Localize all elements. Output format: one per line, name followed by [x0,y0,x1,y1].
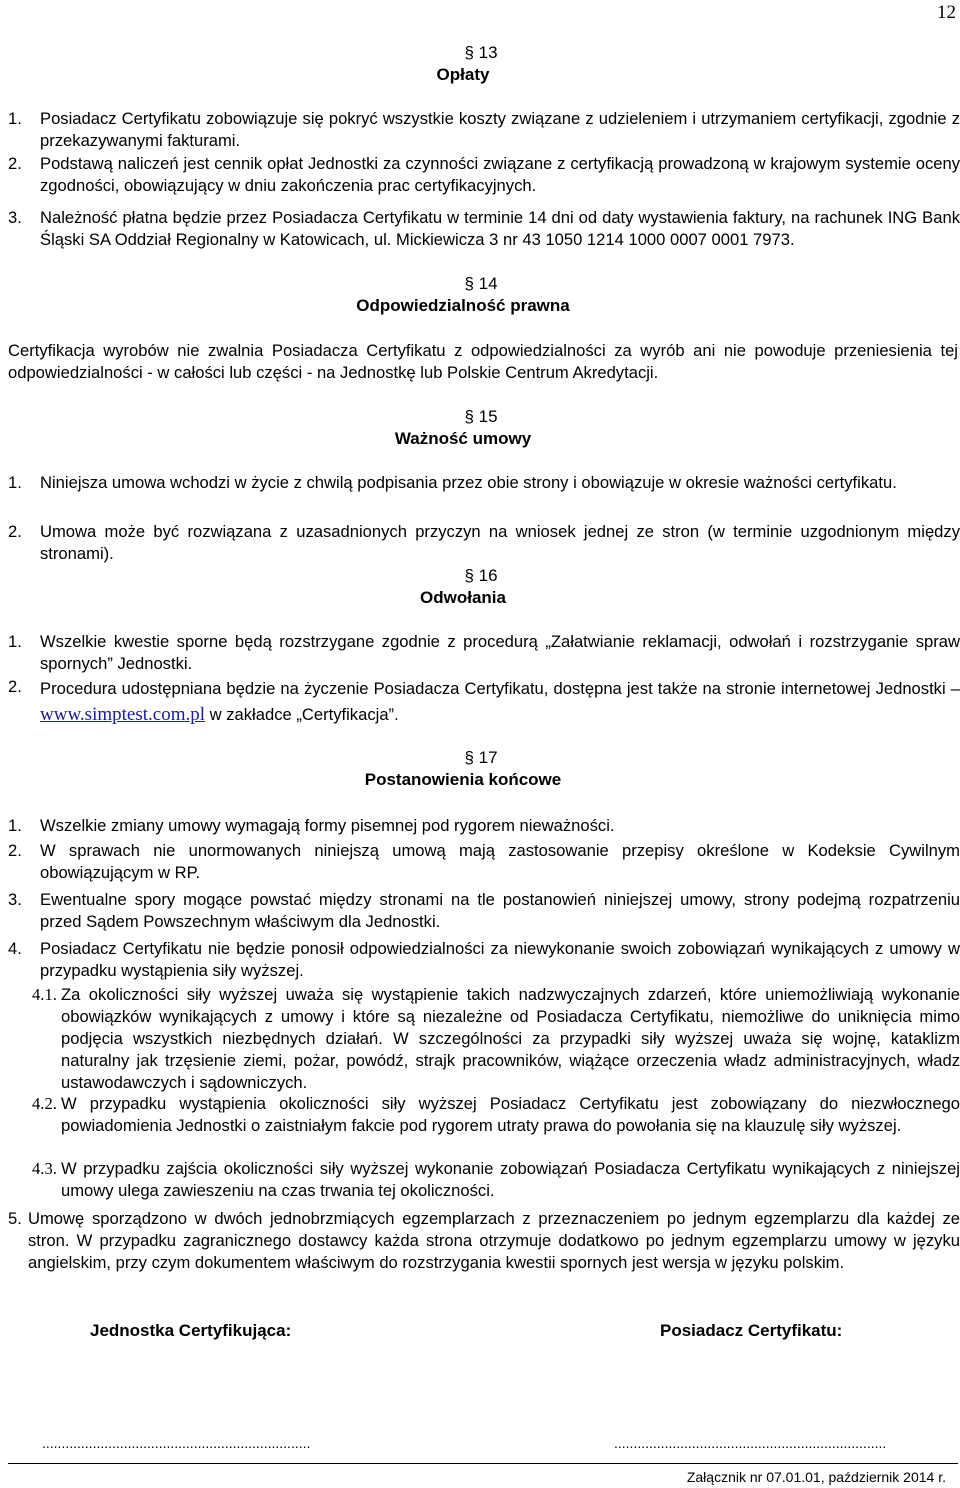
item-number: 1. [8,816,22,835]
item-text: Umowa może być rozwiązana z uzasadnionych przyczyn na wniosek jednej ze stron (w terminie uzgodnionym między stronami). [40,522,960,563]
s16-item-1 [8,631,960,675]
item-number: 3. [8,208,22,227]
item-number: 1. [8,109,22,128]
signature-line-right: ...................................................................... [614,1435,887,1451]
section-number: § 13 [464,43,498,62]
footer-divider [8,1463,958,1464]
item-number: 1. [8,473,22,492]
s17-item-1 [8,815,960,837]
item-text: W przypadku zajścia okoliczności siły wyższej wykonanie zobowiązań Posiadacza Certyfikatu wynikających z niniejszej umowy ulega zawieszeniu na czas trwania tej okoliczności. [61,1159,960,1200]
item-number: 3. [8,890,22,909]
section-17-heading [0,747,926,791]
item-text: Wszelkie zmiany umowy wymagają formy pisemnej pod rygorem nieważności. [40,816,615,835]
item-text: Należność płatna będzie przez Posiadacza Certyfikatu w terminie 14 dni od daty wystawienia faktury, na rachunek ING Bank Śląski SA Oddział Regionalny w Katowicach, ul. Mickiewicza 3 nr 43 1050 1214 1000 0007 0001 7973. [40,208,960,249]
s15-item-2 [8,521,960,565]
item-text-before: Procedura udostępniana będzie na życzenie Posiadacza Certyfikatu, dostępna jest także na stronie internetowej Jednostki – [40,679,960,698]
s17-item-4-1 [8,984,960,1094]
section-title: Odpowiedzialność prawna [356,296,570,315]
section-number: § 15 [464,407,498,426]
s17-item-2 [8,840,960,884]
s14-paragraph: Certyfikacja wyrobów nie zwalnia Posiadacza Certyfikatu z odpowiedzialności za wyrób ani nie powoduje przeniesienia tej odpowiedzialności - w całości lub części - na Jednostkę lub Polskie Centrum Akredytacji. [8,341,958,382]
section-title: Opłaty [436,65,490,84]
signature-line-left: ..................................................................... [42,1435,311,1451]
footer-text: Załącznik nr 07.01.01, październik 2014 r. [686,1469,946,1485]
s17-item-5 [8,1208,960,1274]
item-number: 5. [8,1209,22,1228]
item-number: 2. [8,677,22,696]
s17-item-4-2 [8,1093,960,1137]
s13-item-1 [8,108,960,152]
item-number: 2. [8,841,22,860]
section-14-heading [0,273,926,317]
item-text: Posiadacz Certyfikatu zobowiązuje się pokryć wszystkie koszty związane z udzieleniem i utrzymaniem certyfikacji, zgodnie z przekazywanymi fakturami. [40,109,960,150]
item-text: Niniejsza umowa wchodzi w życie z chwilą podpisania przez obie strony i obowiązuje w okresie ważności certyfikatu. [40,473,897,492]
item-text: Wszelkie kwestie sporne będą rozstrzygane zgodnie z procedurą „Załatwianie reklamacji, odwołań i rozstrzyganie spraw spornych” Jednostki. [40,632,960,673]
section-16-heading [0,565,926,609]
section-number: § 16 [464,566,498,585]
item-text-after: w zakładce „Certyfikacja”. [209,705,399,724]
item-text: Podstawą naliczeń jest cennik opłat Jednostki za czynności związane z certyfikacją prowadzoną w krajowym systemie oceny zgodności, obowiązujący w dniu zakończenia prac certyfikacyjnych. [40,154,960,195]
section-title: Postanowienia końcowe [364,770,562,789]
s13-item-3 [8,207,960,251]
signature-label-left: Jednostka Certyfikująca: [90,1321,292,1340]
item-number: 4.2. [32,1094,57,1113]
signature-label-right: Posiadacz Certyfikatu: [660,1321,843,1340]
section-title: Ważność umowy [394,429,532,448]
item-text: Za okoliczności siły wyższej uważa się wystąpienie takich nadzwyczajnych zdarzeń, które uniemożliwiają wykonanie obowiązków wynikających z umowy i które są niezależne od Posiadacza Certyfikatu, niemożliwe do uniknięcia mimo podjęcia wszystkich niezbędnych działań. W szczególności za przypadki siły wyższej uważa się wojnę, kataklizm naturalny jak trzęsienie ziemi, pożar, powódź, strajk pracowników, wiążące orzeczenia władz administracyjnych, władz ustawodawczych i sądowniczych. [61,985,960,1092]
page-number: 12 [937,2,956,23]
item-text: W sprawach nie unormowanych niniejszą umową mają zastosowanie przepisy określone w Kodeksie Cywilnym obowiązującym w RP. [40,841,960,882]
item-text: Umowę sporządzono w dwóch jednobrzmiących egzemplarzach z przeznaczeniem po jednym egzemplarzu dla każdej ze stron. W przypadku zagranicznego dostawcy każda strona otrzymuje dodatkowo po jednym egzemplarzu umowy w języku angielskim, przy czym dokumentem właściwym do rozstrzygania kwestii spornych jest wersja w języku polskim. [28,1209,960,1272]
item-text: Posiadacz Certyfikatu nie będzie ponosił odpowiedzialności za niewykonanie swoich zobowiązań wynikających z umowy w przypadku wystąpienia siły wyższej. [40,939,960,980]
s16-item-2 [8,676,960,728]
item-number: 2. [8,154,22,173]
s13-item-2 [8,153,960,197]
s17-item-4-3 [8,1158,960,1202]
item-number: 4.1. [32,985,57,1004]
s17-item-3 [8,889,960,933]
website-link[interactable]: www.simptest.com.pl [40,704,206,725]
section-13-heading [0,42,926,86]
item-number: 4. [8,939,22,958]
item-text: Ewentualne spory mogące powstać między stronami na tle postanowień niniejszej umowy, strony podejmą rozpatrzeniu przed Sądem Powszechnym właściwym dla Jednostki. [40,890,960,931]
item-number: 1. [8,632,22,651]
item-number: 4.3. [32,1159,57,1178]
section-title: Odwołania [420,588,506,607]
item-text [40,676,960,728]
item-number: 2. [8,522,22,541]
section-number: § 14 [464,274,498,293]
section-15-heading [0,406,926,450]
s17-item-4 [8,938,960,982]
s15-item-1 [8,472,960,494]
section-number: § 17 [464,748,498,767]
item-text: W przypadku wystąpienia okoliczności siły wyższej Posiadacz Certyfikatu jest zobowiązany do niezwłocznego powiadomienia Jednostki o zaistniałym fakcie pod rygorem utraty prawa do powołania się na klauzulę siły wyższej. [61,1094,960,1135]
